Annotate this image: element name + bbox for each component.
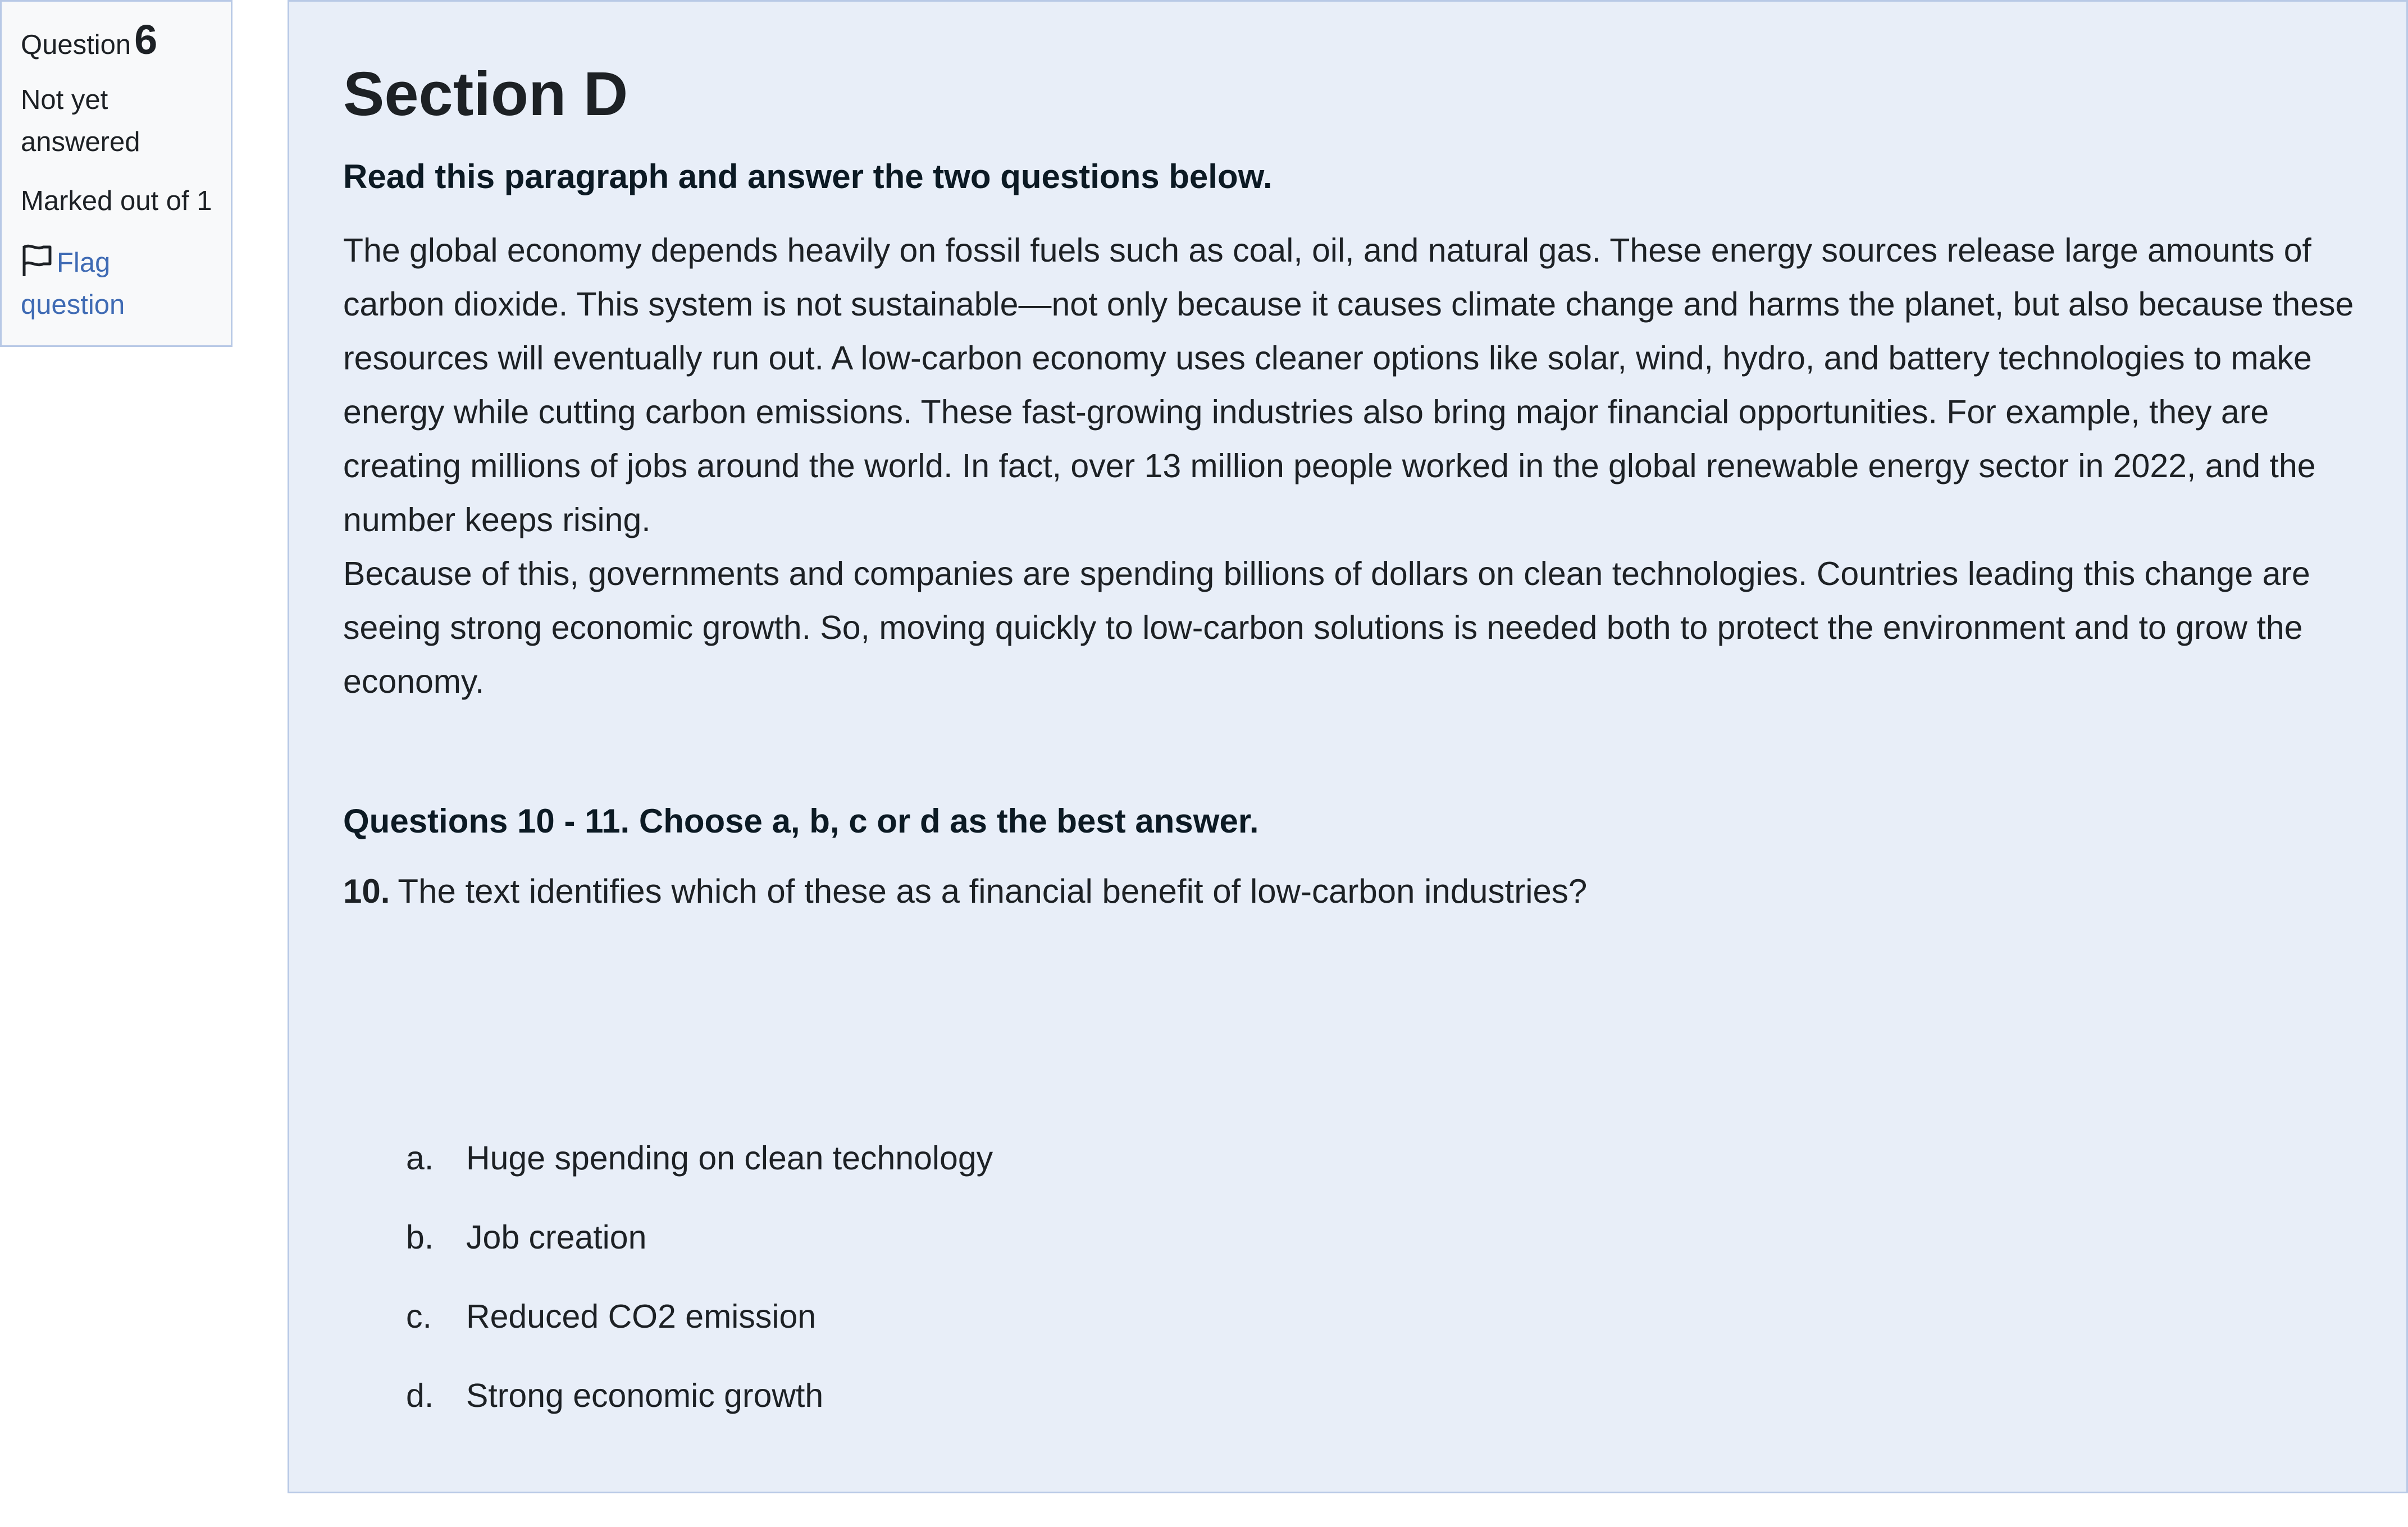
answer-option-d[interactable]: [406, 1373, 993, 1418]
question-state: Not yet answered: [21, 85, 140, 157]
answer-letter: a.: [406, 1140, 434, 1177]
passage-paragraph: The global economy depends heavily on fossil fuels such as coal, oil, and natural gas. These energy sources release large amounts of carbon dioxide. This system is not sustainable—not only because it causes climate change and harms the planet, but also because these resources will eventually run out. A low-carbon economy uses cleaner options like solar, wind, hydro, and battery technologies to make energy while cutting carbon emissions. These fast-growing industries also bring major financial opportunities. For example, they are creating millions of jobs around the world. In fact, over 13 million people worked in the global renewable energy sector in 2022, and the number keeps rising.: [343, 232, 2354, 538]
question-prompt-text: The text identifies which of these as a financial benefit of low-carbon industries?: [398, 872, 1588, 910]
question-info-panel: [0, 0, 232, 347]
question-number-heading: [21, 17, 231, 62]
question-prompt: [343, 869, 1587, 914]
answer-option-a[interactable]: [406, 1136, 993, 1181]
answer-text: Job creation: [466, 1219, 647, 1256]
passage-paragraph: Because of this, governments and companies are spending billions of dollars on clean technologies. Countries leading this change are seeing strong economic growth. So, moving quickly to low-carbon solutions is needed both to protect the environment and to grow the economy.: [343, 555, 2310, 700]
questions-heading: Questions 10 - 11. Choose a, b, c or d as the best answer.: [343, 802, 1259, 840]
section-title: Section D: [343, 60, 628, 129]
answer-text: Huge spending on clean technology: [466, 1140, 993, 1177]
answer-letter: b.: [406, 1219, 434, 1256]
answer-option-b[interactable]: [406, 1215, 993, 1260]
question-marks: Marked out of 1: [21, 186, 212, 216]
reading-passage: [343, 223, 2365, 708]
answer-letter: c.: [406, 1298, 432, 1335]
question-content: [288, 0, 2408, 1493]
passage-instruction: Read this paragraph and answer the two questions below.: [343, 158, 1273, 195]
answer-text: Strong economic growth: [466, 1377, 824, 1414]
question-label: Question: [21, 30, 131, 60]
flag-question-link[interactable]: [21, 242, 206, 326]
question-prompt-number: 10.: [343, 872, 390, 910]
answer-option-c[interactable]: [406, 1294, 993, 1339]
answer-options: [406, 1136, 993, 1452]
flag-icon: [21, 244, 53, 277]
answer-text: Reduced CO2 emission: [466, 1298, 817, 1335]
flag-question-label: Flag question: [21, 248, 125, 320]
question-number: 6: [134, 16, 158, 63]
answer-letter: d.: [406, 1377, 434, 1414]
